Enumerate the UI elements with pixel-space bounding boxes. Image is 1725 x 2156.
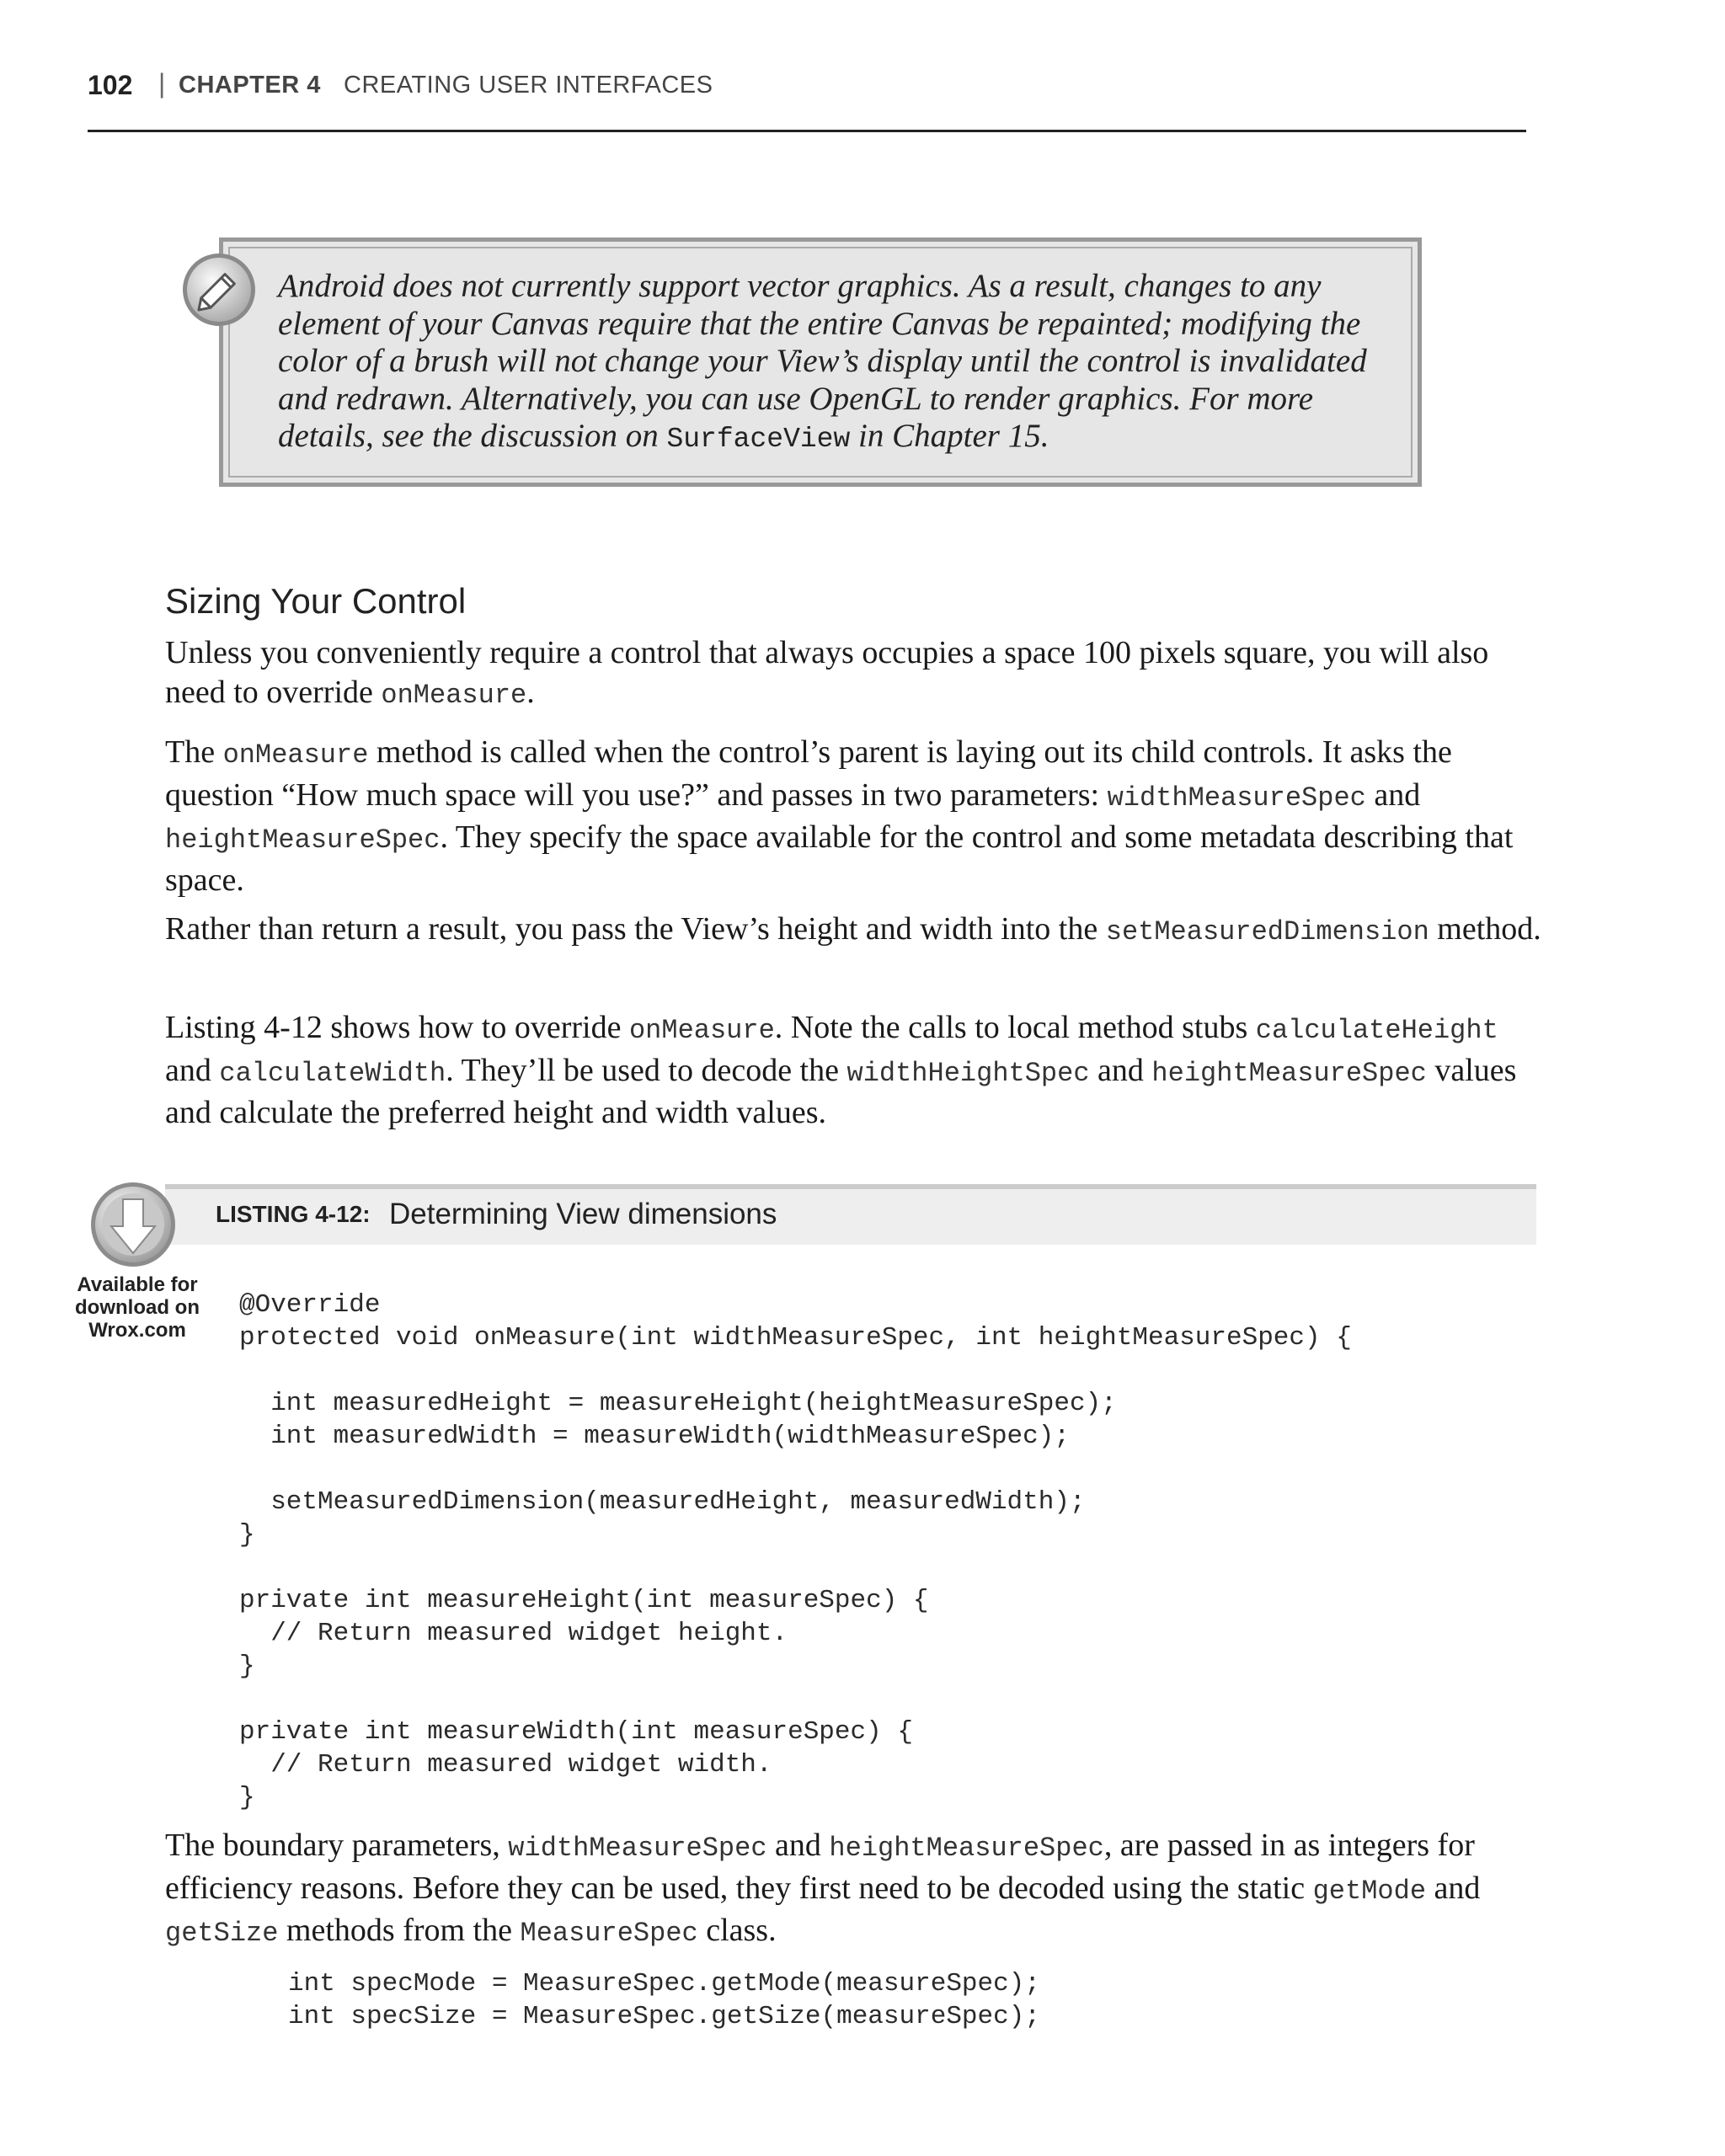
section-heading: Sizing Your Control xyxy=(165,581,467,621)
running-header xyxy=(88,66,1526,132)
body-paragraph: Rather than return a result, you pass the View’s height and width into the setMeasuredDimension method. xyxy=(165,911,1541,947)
inline-code: getSize xyxy=(165,1918,279,1949)
listing-header xyxy=(165,1184,1536,1245)
inline-code: setMeasuredDimension xyxy=(1105,916,1429,947)
listing-title: Determining View dimensions xyxy=(389,1198,777,1230)
inline-code: widthMeasureSpec xyxy=(508,1833,767,1864)
inline-code: SurfaceView xyxy=(666,424,851,455)
note-line: details, see the discussion on SurfaceView in Chapter 15. xyxy=(278,418,1049,455)
chapter-title: CREATING USER INTERFACES xyxy=(344,72,713,99)
body-paragraph: Unless you conveniently require a control that always occupies a space 100 pixels square, you will also need to override onMeasure. xyxy=(165,635,1489,711)
inline-code: calculateWidth xyxy=(219,1057,446,1089)
body-paragraph: The onMeasure method is called when the control’s parent is laying out its child controls. It asks the question “How much space will you use?” and passes in two parameters: widthMeasureSpec and heightMeasureSpec. They specify the space available for the control and some metadata describing that space. xyxy=(165,734,1514,898)
note-line: and redrawn. Alternatively, you can use OpenGL to render graphics. For more xyxy=(278,380,1314,417)
inline-code: calculateHeight xyxy=(1255,1015,1498,1046)
page-number: 102 xyxy=(88,70,133,100)
chapter-label: CHAPTER 4 xyxy=(179,72,321,99)
code-snippet: int specMode = MeasureSpec.getMode(measureSpec); int specSize = MeasureSpec.getSize(measureSpec); xyxy=(288,1969,1040,2031)
note-line: Android does not currently support vector graphics. As a result, changes to any xyxy=(278,268,1322,304)
inline-code: MeasureSpec xyxy=(520,1918,698,1949)
inline-code: heightMeasureSpec xyxy=(1151,1057,1427,1089)
body-paragraph: Listing 4-12 shows how to override onMeasure. Note the calls to local method stubs calculateHeight and calculateWidth. They’ll be used to decode the widthHeightSpec and heightMeasureSpec values and calculate the preferred height and width values. xyxy=(165,1010,1517,1130)
download-caption: Available for download on Wrox.com xyxy=(75,1273,200,1342)
note-line: element of your Canvas require that the entire Canvas be repainted; modifying the xyxy=(278,305,1361,342)
inline-code: onMeasure xyxy=(381,679,527,711)
note-text xyxy=(278,268,1407,459)
listing-label: LISTING 4-12: xyxy=(216,1201,371,1227)
note-line: color of a brush will not change your View’s display until the control is invalidated xyxy=(278,343,1367,379)
inline-code: getMode xyxy=(1312,1875,1427,1907)
inline-code: heightMeasureSpec xyxy=(165,825,441,856)
inline-code: onMeasure xyxy=(222,739,369,771)
inline-code: widthMeasureSpec xyxy=(1107,782,1366,814)
download-arrow-icon[interactable] xyxy=(88,1179,179,1270)
header-separator: | xyxy=(158,68,166,99)
inline-code: onMeasure xyxy=(628,1015,775,1046)
pencil-icon xyxy=(180,251,258,328)
inline-code: heightMeasureSpec xyxy=(829,1833,1104,1864)
inline-code: widthHeightSpec xyxy=(846,1057,1090,1089)
body-paragraph: The boundary parameters, widthMeasureSpec and heightMeasureSpec, are passed in as integers for efficiency reasons. Before they can be used, they first need to be decoded using the static getMode and getSize methods from the MeasureSpec class. xyxy=(165,1828,1481,1949)
code-listing: @Override protected void onMeasure(int widthMeasureSpec, int heightMeasureSpec) { int measuredHeight = measureHeight(heightMeasureSpec); int measuredWidth = measureWidth(widthMeasureSpec); setMeasuredDimension(measuredHeight, measuredWidth); } private int measureHeight(int measureSpec) { // Return measured widget height. } private int measureWidth(int measureSpec) { // Return measured widget width. } xyxy=(239,1290,1352,1812)
